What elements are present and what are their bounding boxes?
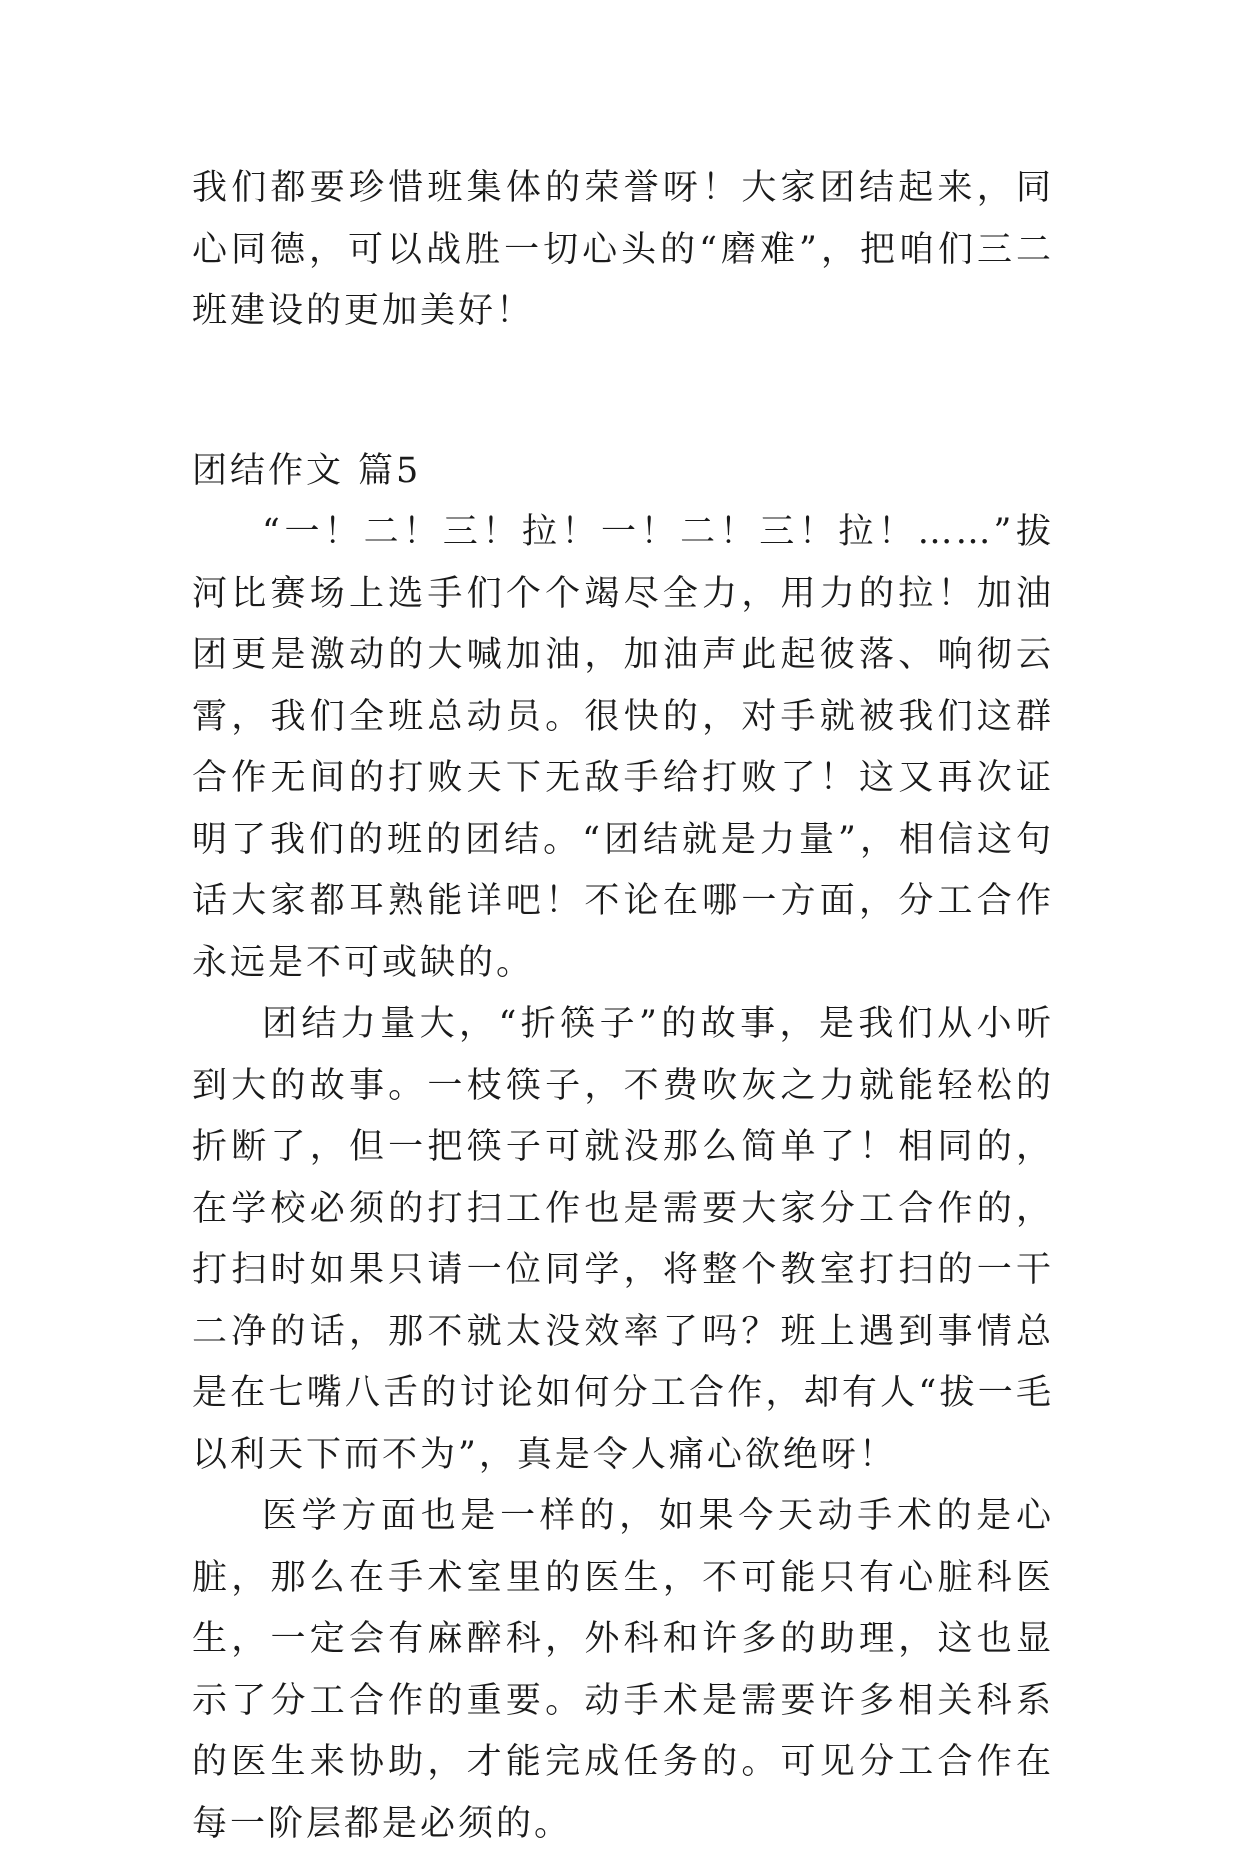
body-paragraph-1: “一！二！三！拉！一！二！三！拉！……”拔河比赛场上选手们个个竭尽全力，用力的拉！加油团更是激动的大喊加油，加油声此起彼落、响彻云霄，我们全班总动员。很快的，对手就被我们这群合作无间的打败天下无敌手给打败了！这又再次证明了我们的班的团结。“团结就是力量”，相信这句话大家都耳熟能详吧！不论在哪一方面，分工合作永远是不可或缺的。 — [192, 512, 1054, 983]
body-paragraph-2: 团结力量大，“折筷子”的故事，是我们从小听到大的故事。一枝筷子，不费吹灰之力就能轻松的折断了，但一把筷子可就没那么简单了！相同的，在学校必须的打扫工作也是需要大家分工合作的，打扫时如果只请一位同学，将整个教室打扫的一干二净的话，那不就太没效率了吗？班上遇到事情总是在七嘴八舌的讨论如何分工合作，却有人“拔一毛以利天下而不为”，真是令人痛心欲绝呀！ — [192, 1004, 1054, 1475]
section-heading — [192, 441, 1054, 503]
opening-paragraph: 我们都要珍惜班集体的荣誉呀！大家团结起来，同心同德，可以战胜一切心头的“磨难”，把咱们三二班建设的更加美好！ — [192, 168, 1054, 331]
section-label: 篇5 — [358, 450, 422, 491]
body-paragraph-3: 医学方面也是一样的，如果今天动手术的是心脏，那么在手术室里的医生，不可能只有心脏科医生，一定会有麻醉科，外科和许多的助理，这也显示了分工合作的重要。动手术是需要许多相关科系的医生来协助，才能完成任务的。可见分工合作在每一阶层都是必须的。 — [192, 1496, 1054, 1844]
document-body — [192, 158, 1054, 1855]
section-title: 团结作文 — [192, 450, 345, 491]
